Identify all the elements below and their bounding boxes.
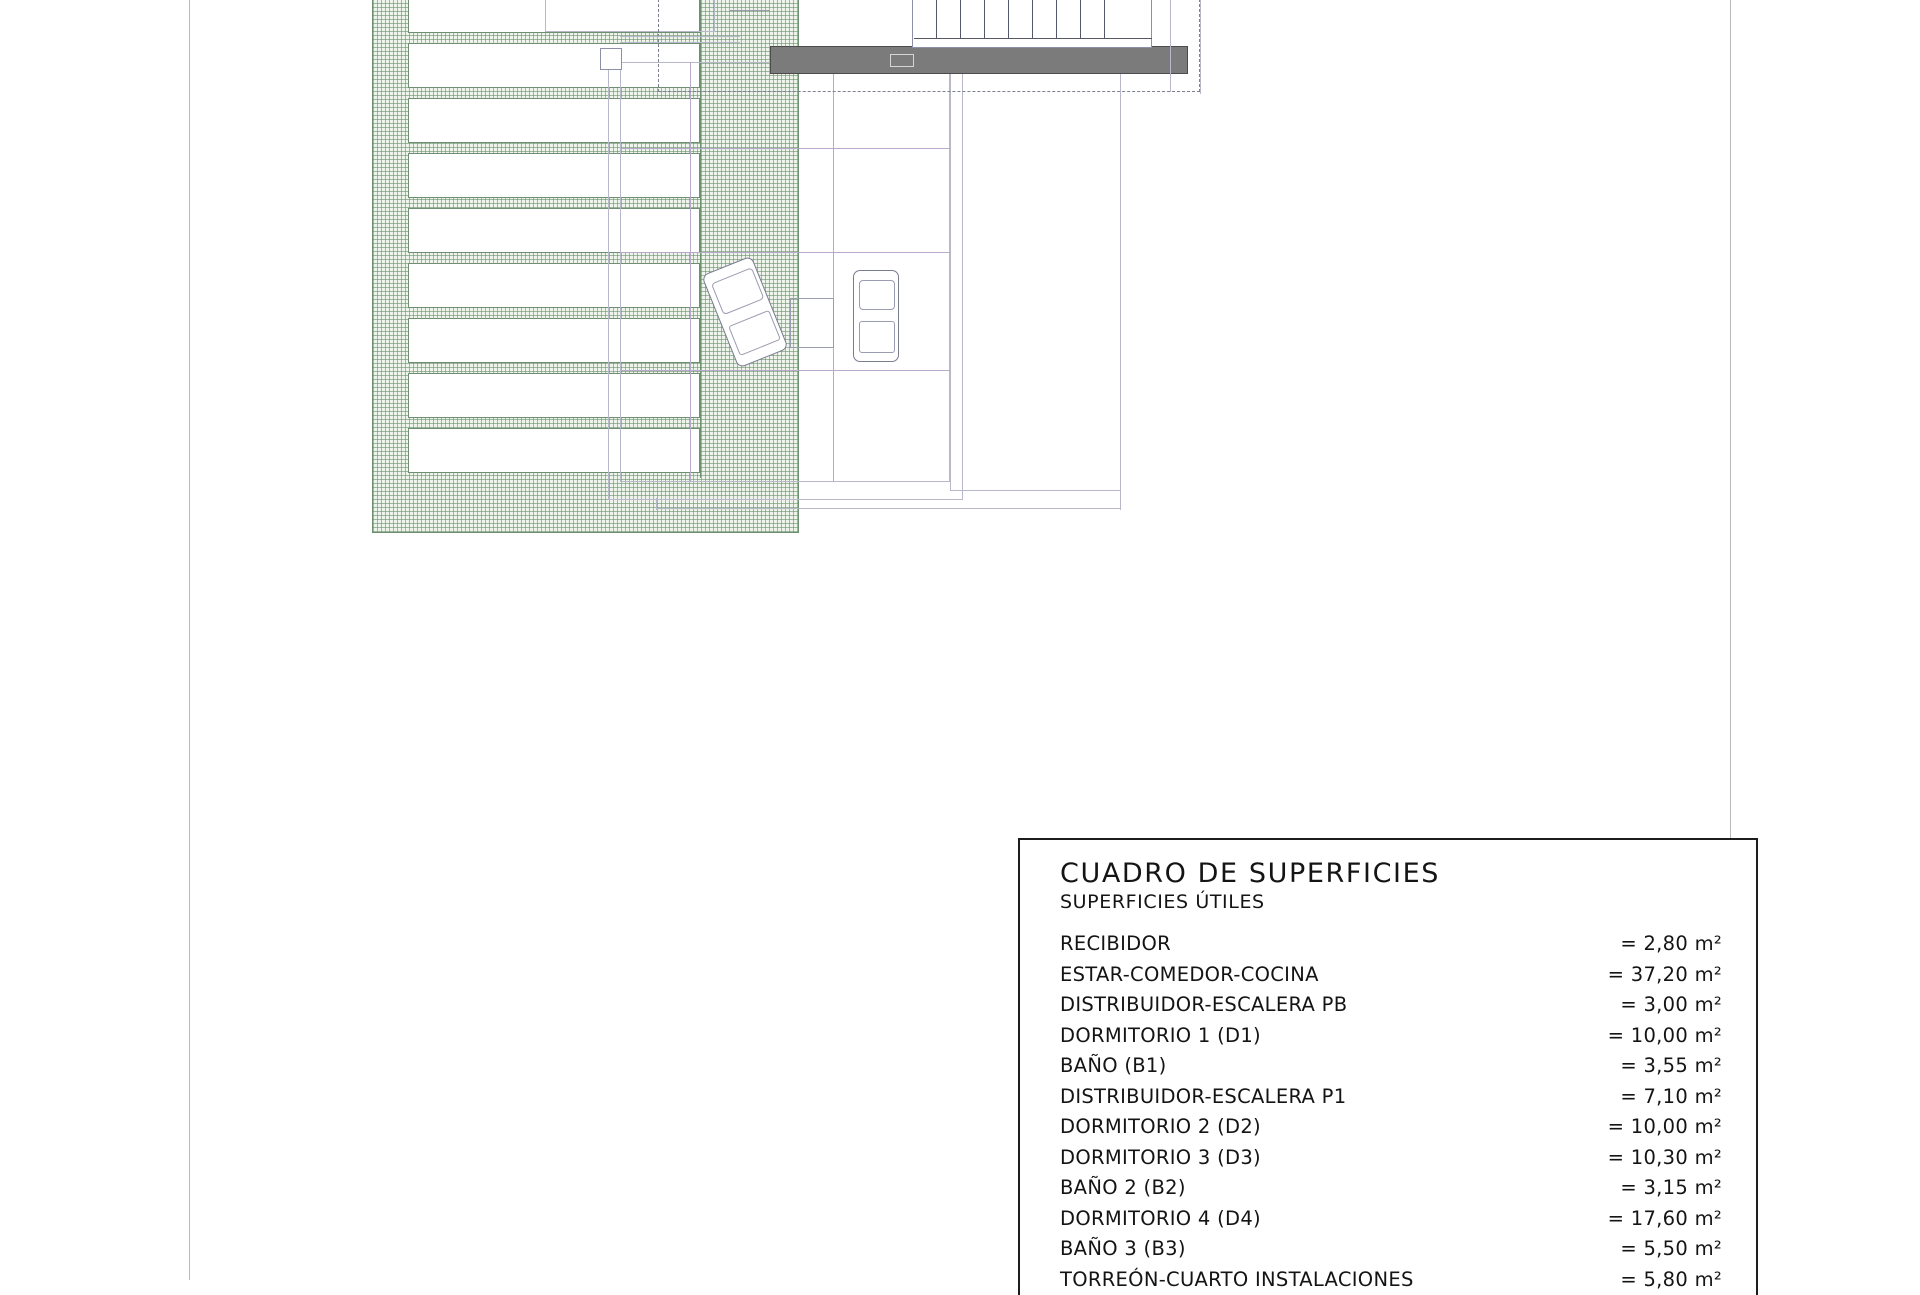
surface-name: BAÑO 3 (B3)	[1060, 1234, 1186, 1265]
surface-value: = 10,00 m²	[1608, 1021, 1722, 1052]
plan-edge	[950, 60, 951, 490]
plan-edge	[1120, 60, 1121, 510]
table-row	[1060, 1234, 1722, 1265]
surface-name: DORMITORIO 3 (D3)	[1060, 1143, 1261, 1174]
stair-tread	[1080, 0, 1081, 38]
solid-wall-band	[770, 46, 1188, 74]
grid-line	[620, 148, 950, 149]
car-body	[859, 321, 895, 353]
surface-value: = 3,15 m²	[1620, 1173, 1722, 1204]
table-row	[1060, 990, 1722, 1021]
plan-right-edge	[1170, 0, 1171, 92]
table-row	[1060, 1021, 1722, 1052]
plan-right-edge	[1200, 0, 1201, 94]
stair-tread	[1056, 0, 1057, 38]
garage-inner-outline	[620, 62, 950, 482]
surface-name: DORMITORIO 1 (D1)	[1060, 1021, 1261, 1052]
wall-opening	[890, 54, 914, 67]
surface-name: DISTRIBUIDOR-ESCALERA PB	[1060, 990, 1347, 1021]
surface-name: RECIBIDOR	[1060, 929, 1171, 960]
table-row	[1060, 1051, 1722, 1082]
surface-value: = 10,00 m²	[1608, 1112, 1722, 1143]
surfaces-table-title: CUADRO DE SUPERFICIES	[1060, 858, 1722, 889]
surface-value: = 37,20 m²	[1608, 960, 1722, 991]
car-roof	[711, 267, 765, 315]
table-row	[1060, 1204, 1722, 1235]
right-margin	[1730, 0, 1920, 1280]
surface-name: BAÑO 2 (B2)	[1060, 1173, 1186, 1204]
surface-name: BAÑO (B1)	[1060, 1051, 1167, 1082]
surface-name: DORMITORIO 2 (D2)	[1060, 1112, 1261, 1143]
surface-name: DORMITORIO 4 (D4)	[1060, 1204, 1261, 1235]
column-node	[600, 48, 622, 70]
surface-value: = 5,80 m²	[1620, 1265, 1722, 1295]
car-body	[728, 310, 781, 356]
guide-line	[620, 42, 740, 43]
left-margin	[0, 0, 190, 1280]
surface-name: TORREÓN-CUARTO INSTALACIONES	[1060, 1265, 1414, 1295]
surface-value: = 3,55 m²	[1620, 1051, 1722, 1082]
stair-tread	[960, 0, 961, 38]
grid-line	[690, 62, 691, 482]
detail-line	[730, 10, 770, 11]
surface-value: = 17,60 m²	[1608, 1204, 1722, 1235]
stair-tread	[936, 0, 937, 38]
table-row	[1060, 1082, 1722, 1113]
stair-tread	[984, 0, 985, 38]
surface-value: = 5,50 m²	[1620, 1234, 1722, 1265]
car-roof	[859, 280, 895, 310]
surface-name: ESTAR-COMEDOR-COCINA	[1060, 960, 1319, 991]
surfaces-table-subtitle: SUPERFICIES ÚTILES	[1060, 891, 1722, 913]
surface-name: DISTRIBUIDOR-ESCALERA P1	[1060, 1082, 1346, 1113]
table-row	[1060, 960, 1722, 991]
table-row	[1060, 1173, 1722, 1204]
surface-value: = 7,10 m²	[1620, 1082, 1722, 1113]
plan-edge	[950, 490, 1120, 491]
table-row	[1060, 1112, 1722, 1143]
car-vertical	[853, 270, 899, 362]
surfaces-table	[1018, 838, 1758, 1295]
guide-line	[620, 36, 740, 37]
terrace-edge	[656, 508, 1120, 509]
table-row	[1060, 929, 1722, 960]
stair-tread	[1104, 0, 1105, 38]
surfaces-table-rows	[1060, 929, 1722, 1295]
surface-value: = 2,80 m²	[1620, 929, 1722, 960]
table-row	[1060, 1143, 1722, 1174]
stair-tread	[1032, 0, 1033, 38]
terrace-edge	[656, 498, 657, 510]
surface-value: = 10,30 m²	[1608, 1143, 1722, 1174]
grid-line	[620, 370, 950, 371]
stair-tread	[1008, 0, 1009, 38]
surface-value: = 3,00 m²	[1620, 990, 1722, 1021]
grid-line	[833, 62, 834, 482]
storage-box	[790, 298, 834, 348]
stair-base-line	[914, 38, 1152, 39]
grid-line	[620, 252, 950, 253]
